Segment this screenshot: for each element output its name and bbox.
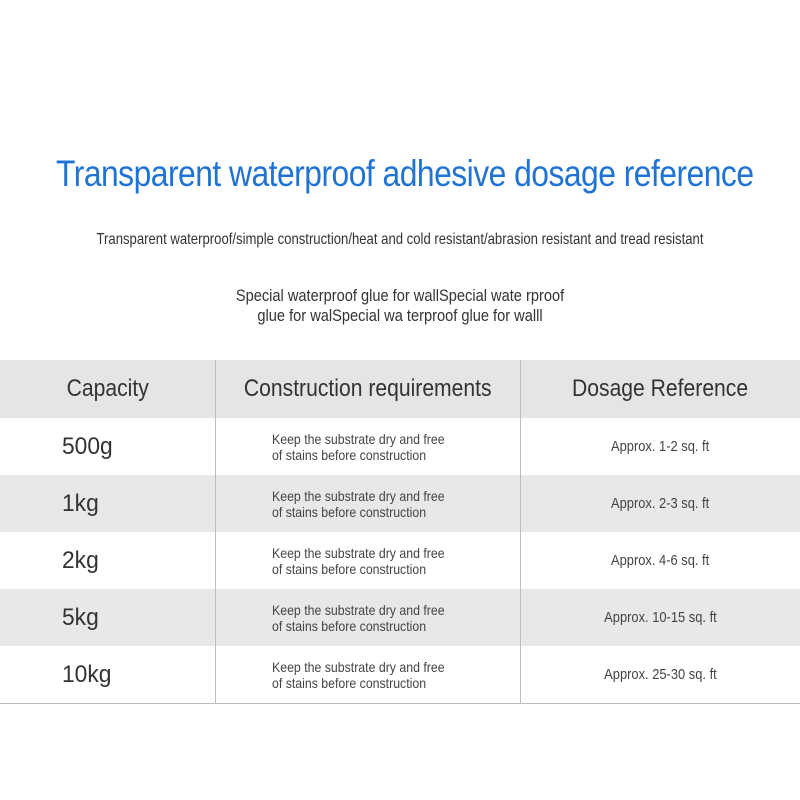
requirements-cell: Keep the substrate dry and free of stains before construction bbox=[215, 475, 520, 532]
requirements-cell: Keep the substrate dry and free of stains before construction bbox=[215, 646, 520, 704]
table-header-row bbox=[0, 360, 800, 418]
dosage-cell: Approx. 1-2 sq. ft bbox=[520, 418, 800, 475]
page-title: Transparent waterproof adhesive dosage reference bbox=[56, 153, 754, 194]
description-line-2: glue for walSpecial wa terproof glue for walll bbox=[257, 306, 543, 325]
requirements-cell: Keep the substrate dry and free of stains before construction bbox=[215, 589, 520, 646]
table-row bbox=[0, 532, 800, 589]
capacity-cell: 2kg bbox=[0, 532, 215, 589]
header-construction-requirements: Construction requirements bbox=[215, 360, 520, 418]
page-subtitle: Transparent waterproof/simple construction/heat and cold resistant/abrasion resistant and tread resistant bbox=[96, 231, 704, 248]
table-row bbox=[0, 646, 800, 704]
capacity-cell: 1kg bbox=[0, 475, 215, 532]
dosage-cell: Approx. 10-15 sq. ft bbox=[520, 589, 800, 646]
dosage-cell: Approx. 4-6 sq. ft bbox=[520, 532, 800, 589]
capacity-cell: 500g bbox=[0, 418, 215, 475]
table-row bbox=[0, 589, 800, 646]
table-row bbox=[0, 475, 800, 532]
header-capacity: Capacity bbox=[0, 360, 215, 418]
dosage-cell: Approx. 2-3 sq. ft bbox=[520, 475, 800, 532]
requirements-cell: Keep the substrate dry and free of stains before construction bbox=[215, 532, 520, 589]
requirements-cell: Keep the substrate dry and free of stains before construction bbox=[215, 418, 520, 475]
dosage-table bbox=[0, 360, 800, 704]
description-line-1: Special waterproof glue for wallSpecial wate rproof bbox=[235, 286, 565, 305]
header-dosage-reference: Dosage Reference bbox=[520, 360, 800, 418]
table-row bbox=[0, 418, 800, 475]
dosage-cell: Approx. 25-30 sq. ft bbox=[520, 646, 800, 704]
capacity-cell: 5kg bbox=[0, 589, 215, 646]
capacity-cell: 10kg bbox=[0, 646, 215, 704]
product-description bbox=[56, 286, 744, 326]
